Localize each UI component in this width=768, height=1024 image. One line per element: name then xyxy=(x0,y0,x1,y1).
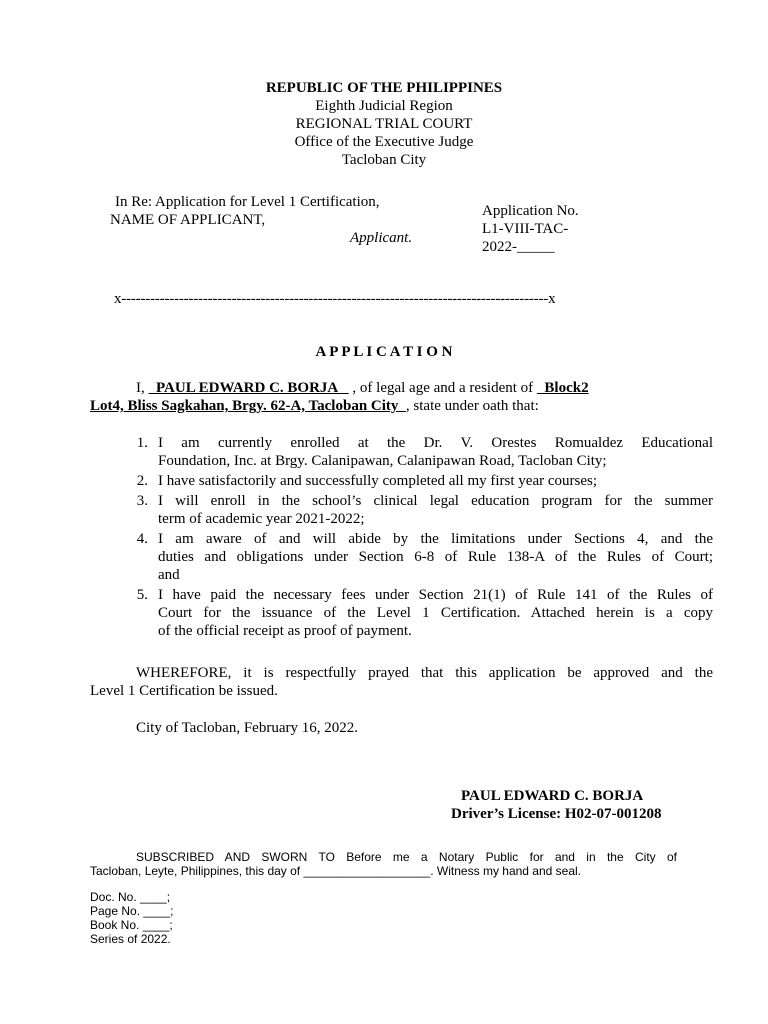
caption-name-of-applicant: NAME OF APPLICANT, xyxy=(110,212,266,228)
drivers-license: Driver’s License: H02-07-001208 xyxy=(451,806,662,822)
caption-applicant-label: Applicant. xyxy=(350,230,413,246)
list-item-5-line-3: of the official receipt as proof of payment. xyxy=(158,623,412,639)
list-item-5-line-1: I have paid the necessary fees under Section 21(1) of Rule 141 of the Rules of xyxy=(158,587,713,603)
caption-separator: x-----------------------------------------------------------------------------------------x xyxy=(114,291,556,307)
application-number-label: Application No. xyxy=(482,203,579,219)
address-part-1: Block2 xyxy=(536,380,589,396)
header-court: REGIONAL TRIAL COURT xyxy=(295,116,473,132)
jurat-line-2: Tacloban, Leyte, Philippines, this day of ___________________. Witness my hand and seal. xyxy=(90,864,582,878)
intro-tail-text: , state under oath that: xyxy=(405,398,539,414)
intro-line-2 xyxy=(90,397,539,415)
list-item-3-line-2: term of academic year 2021-2022; xyxy=(158,511,365,527)
intro-line-1 xyxy=(90,379,714,397)
application-number-line2: 2022-_____ xyxy=(482,239,555,255)
applicant-name: PAUL EDWARD C. BORJA xyxy=(148,380,349,396)
notarial-page-no: Page No. ____; xyxy=(90,904,174,918)
application-number-line1: L1-VIII-TAC- xyxy=(482,221,569,237)
place-date: City of Tacloban, February 16, 2022. xyxy=(136,720,358,736)
signatory-name: PAUL EDWARD C. BORJA xyxy=(461,788,644,804)
list-item-4-line-3: and xyxy=(158,567,180,583)
header-republic: REPUBLIC OF THE PHILIPPINES xyxy=(265,80,503,96)
notarial-book-no: Book No. ____; xyxy=(90,918,173,932)
header-region: Eighth Judicial Region xyxy=(315,98,453,114)
list-item-1-line-2: Foundation, Inc. at Brgy. Calanipawan, Calanipawan Road, Tacloban City; xyxy=(158,453,607,469)
header-office: Office of the Executive Judge xyxy=(294,134,474,150)
list-item-4-line-2: duties and obligations under Section 6-8 of Rule 138-A of the Rules of Court; xyxy=(158,549,713,565)
header-city: Tacloban City xyxy=(341,152,427,168)
caption-in-re: In Re: Application for Level 1 Certification, xyxy=(115,194,380,210)
intro-i-prefix: I, xyxy=(136,380,145,396)
jurat-line-1: SUBSCRIBED AND SWORN TO Before me a Notary Public for and in the City of xyxy=(136,850,677,864)
wherefore-line-2: Level 1 Certification be issued. xyxy=(90,683,278,699)
list-item-number: 2. xyxy=(136,473,148,489)
list-item-5-line-2: Court for the issuance of the Level 1 Certification. Attached herein is a copy xyxy=(158,605,713,621)
list-item-number: 1. xyxy=(136,435,148,451)
intro-mid-text: , of legal age and a resident of xyxy=(352,380,534,396)
notarial-series: Series of 2022. xyxy=(90,932,171,946)
list-item-3-line-1: I will enroll in the school’s clinical legal education program for the summer xyxy=(158,493,713,509)
list-item-number: 5. xyxy=(136,587,148,603)
address-part-2: Lot4, Bliss Sagkahan, Brgy. 62-A, Tacloban City xyxy=(90,398,406,414)
list-item-4-line-1: I am aware of and will abide by the limitations under Sections 4, and the xyxy=(158,531,713,547)
list-item-2-line-1: I have satisfactorily and successfully completed all my first year courses; xyxy=(158,473,598,489)
wherefore-line-1: WHEREFORE, it is respectfully prayed that this application be approved and the xyxy=(136,665,713,681)
list-item-1-line-1: I am currently enrolled at the Dr. V. Orestes Romualdez Educational xyxy=(158,435,713,451)
list-item-number: 3. xyxy=(136,493,148,509)
notarial-doc-no: Doc. No. ____; xyxy=(90,890,171,904)
document-title: A P P L I C A T I O N xyxy=(315,344,453,360)
list-item-number: 4. xyxy=(136,531,148,547)
